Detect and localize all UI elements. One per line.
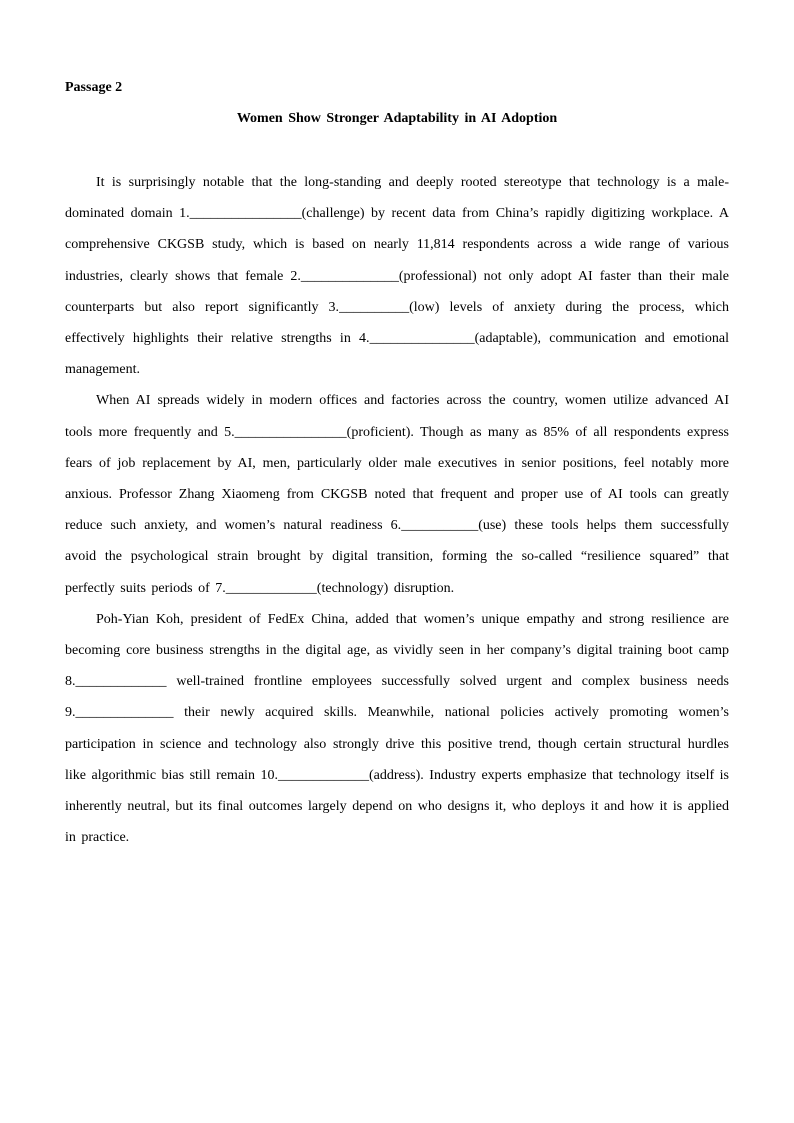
paragraph-3-text: well-trained frontline employees successfully solved urgent and complex business needs 9. — [65, 674, 729, 721]
blank-4[interactable]: _______________ — [369, 331, 475, 347]
blank-7[interactable]: _____________ — [225, 580, 317, 596]
paragraph-2-text: When AI spreads widely in modern offices and factories across the country, women utilize advanced AI tools more frequently and 5. — [65, 393, 729, 440]
passage-body — [65, 167, 729, 853]
paragraph-1-text: (challenge) by recent data from China’s rapidly digitizing workplace. A comprehensive CKGSB study, which is based on nearly 11,814 respondents across a wide range of various industries, clearly shows that female 2. — [65, 206, 730, 284]
blank-10[interactable]: _____________ — [277, 767, 369, 783]
blank-9[interactable]: ______________ — [75, 705, 174, 721]
paragraph-3-text: their newly acquired skills. Meanwhile, national policies actively promoting women’s participation in science and technology also strongly drive this positive trend, though certain structural hurdles like algorithmic bias still remain 10. — [65, 705, 729, 783]
paragraph-1-text: (adaptable), communication and emotional management. — [65, 331, 730, 378]
paragraph-2-text: (proficient). Though as many as 85% of all respondents express fears of job replacement by AI, men, particularly older male executives in senior positions, feel notably more anxious. Professor Zhang Xiaomeng from CKGSB noted that frequent and proper use of AI tools can greatly reduce such anxiety, and women’s natural readiness 6. — [65, 424, 729, 534]
paragraph-3 — [65, 604, 729, 854]
blank-6[interactable]: ___________ — [401, 518, 479, 534]
paragraph-1 — [65, 167, 729, 385]
passage-label: Passage 2 — [65, 80, 123, 95]
paragraph-1-text: (professional) not only adopt AI faster than their male counterparts but also report significantly 3. — [65, 268, 729, 315]
paragraph-1-text: It is surprisingly notable that the long-standing and deeply rooted stereotype that technology is a male-dominated domain 1. — [65, 175, 729, 222]
passage-title: Women Show Stronger Adaptability in AI Adoption — [236, 111, 558, 126]
blank-1[interactable]: ________________ — [189, 206, 302, 222]
paragraph-3-text: Poh-Yian Koh, president of FedEx China, added that women’s unique empathy and strong resilience are becoming core business strengths in the digital age, as vividly seen in her company’s digital training boot camp 8. — [65, 611, 729, 690]
blank-8[interactable]: _____________ — [75, 674, 167, 690]
blank-2[interactable]: ______________ — [300, 268, 399, 284]
paragraph-2-text: (use) these tools helps them successfully avoid the psychological strain brought by digital transition, forming the so-called “resilience squared” that perfectly suits periods of 7. — [65, 518, 729, 596]
paragraph-1-text: (low) levels of anxiety during the process, which effectively highlights their relative strengths in 4. — [65, 299, 729, 347]
blank-3[interactable]: __________ — [339, 299, 410, 315]
blank-5[interactable]: ________________ — [234, 424, 347, 440]
paragraph-3-text: (address). Industry experts emphasize that technology itself is inherently neutral, but its final outcomes largely depend on who designs it, who deploys it and how it is applied in practice. — [65, 767, 729, 846]
paragraph-2 — [65, 385, 729, 603]
paragraph-2-text: (technology) disruption. — [316, 580, 455, 596]
